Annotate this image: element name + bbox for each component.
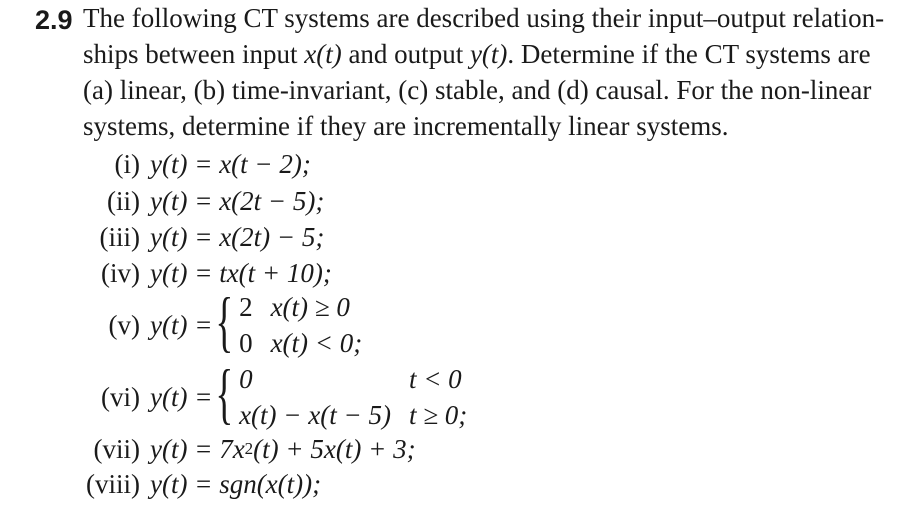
item-label: (iv) bbox=[101, 257, 140, 288]
system-item bbox=[0, 255, 332, 291]
system-item bbox=[0, 146, 311, 182]
system-item bbox=[0, 355, 468, 432]
case-value: 2 bbox=[239, 292, 253, 322]
statement-text: ships between input bbox=[83, 39, 305, 69]
case-value: x(t) − x(t − 5) bbox=[239, 400, 391, 430]
exponent: 2 bbox=[244, 439, 254, 458]
left-brace-icon: { bbox=[215, 355, 234, 431]
system-equation: y(t) = sgn(x(t)); bbox=[150, 468, 322, 499]
system-equation: (t) + 5x(t) + 3; bbox=[253, 433, 416, 464]
statement-line bbox=[83, 0, 903, 36]
piecewise-cases bbox=[239, 290, 362, 360]
system-item bbox=[0, 283, 363, 360]
system-equation: y(t) = x(2t) − 5; bbox=[150, 221, 325, 252]
output-symbol: y(t) bbox=[469, 39, 508, 69]
system-item bbox=[0, 466, 321, 502]
system-item bbox=[0, 431, 416, 467]
case-value: 0 bbox=[239, 328, 253, 358]
piecewise-cases bbox=[239, 362, 467, 432]
system-item bbox=[0, 219, 324, 255]
problem-statement bbox=[83, 0, 903, 144]
item-label: (v) bbox=[108, 309, 140, 340]
case-condition: x(t) ≥ 0 bbox=[270, 292, 350, 322]
case-condition: x(t) < 0; bbox=[270, 328, 363, 358]
item-label: (i) bbox=[114, 148, 140, 179]
case-condition: t < 0 bbox=[408, 364, 462, 394]
statement-text: and output bbox=[341, 39, 470, 69]
item-label: (vii) bbox=[93, 433, 140, 464]
item-label: (viii) bbox=[86, 468, 140, 499]
item-label: (vi) bbox=[101, 381, 140, 412]
case-condition: t ≥ 0; bbox=[408, 400, 468, 430]
system-item bbox=[0, 183, 324, 219]
system-equation: y(t) = tx(t + 10); bbox=[150, 257, 332, 288]
statement-text: (a) linear, (b) time-invariant, (c) stable, and (d) causal. For the non-linear bbox=[83, 75, 872, 105]
problem-number: 2.9 bbox=[35, 5, 73, 35]
statement-text: . Determine if the CT systems are bbox=[507, 39, 871, 69]
item-label: (ii) bbox=[107, 185, 140, 216]
item-label: (iii) bbox=[99, 221, 140, 252]
system-equation: y(t) = x(t − 2); bbox=[150, 148, 311, 179]
statement-line bbox=[83, 108, 903, 144]
statement-line bbox=[83, 72, 903, 108]
system-equation: y(t) = 7x bbox=[150, 433, 245, 464]
statement-text: systems, determine if they are incrementally linear systems. bbox=[83, 111, 729, 141]
system-lhs: y(t) = bbox=[150, 381, 213, 412]
system-lhs: y(t) = bbox=[150, 309, 213, 340]
left-brace-icon: { bbox=[215, 283, 234, 359]
case-value: 0 bbox=[239, 364, 253, 394]
statement-text: The following CT systems are described using their input–output relation- bbox=[83, 3, 885, 33]
system-equation: y(t) = x(2t − 5); bbox=[150, 185, 325, 216]
input-symbol: x(t) bbox=[304, 39, 342, 69]
statement-line bbox=[83, 36, 903, 72]
